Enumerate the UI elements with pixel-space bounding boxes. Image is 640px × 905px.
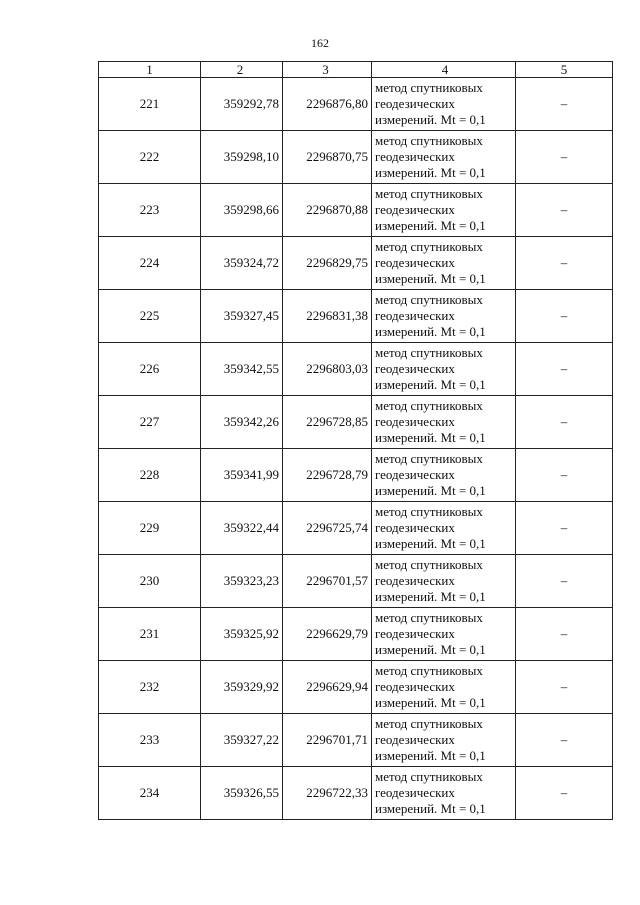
method-text: метод спутниковых геодезических измерений. Mt = 0,1 <box>375 133 486 180</box>
y-coordinate-cell: 2296629,94 <box>283 661 372 714</box>
x-coordinate-cell: 359298,66 <box>201 184 283 237</box>
note-cell: – <box>516 78 613 131</box>
point-number-cell: 223 <box>99 184 201 237</box>
note-cell: – <box>516 449 613 502</box>
method-cell <box>372 237 516 290</box>
method-cell <box>372 78 516 131</box>
y-coordinate-cell: 2296829,75 <box>283 237 372 290</box>
method-text: метод спутниковых геодезических измерений. Mt = 0,1 <box>375 557 486 604</box>
note-cell: – <box>516 184 613 237</box>
note-cell: – <box>516 131 613 184</box>
y-coordinate-cell: 2296870,75 <box>283 131 372 184</box>
point-number-cell: 234 <box>99 767 201 820</box>
note-cell: – <box>516 555 613 608</box>
note-cell: – <box>516 396 613 449</box>
method-cell <box>372 555 516 608</box>
note-cell: – <box>516 290 613 343</box>
method-cell <box>372 661 516 714</box>
header-cell-1: 1 <box>99 62 201 78</box>
method-text: метод спутниковых геодезических измерений. Mt = 0,1 <box>375 345 486 392</box>
x-coordinate-cell: 359327,45 <box>201 290 283 343</box>
method-cell <box>372 502 516 555</box>
method-text: метод спутниковых геодезических измерений. Mt = 0,1 <box>375 610 486 657</box>
table-row <box>99 449 613 502</box>
method-cell <box>372 449 516 502</box>
point-number-cell: 224 <box>99 237 201 290</box>
y-coordinate-cell: 2296701,71 <box>283 714 372 767</box>
header-cell-3: 3 <box>283 62 372 78</box>
note-cell: – <box>516 661 613 714</box>
table-row <box>99 714 613 767</box>
x-coordinate-cell: 359326,55 <box>201 767 283 820</box>
method-cell <box>372 184 516 237</box>
method-text: метод спутниковых геодезических измерений. Mt = 0,1 <box>375 292 486 339</box>
table-body <box>99 62 613 820</box>
method-cell <box>372 131 516 184</box>
method-cell <box>372 767 516 820</box>
x-coordinate-cell: 359325,92 <box>201 608 283 661</box>
method-text: метод спутниковых геодезических измерений. Mt = 0,1 <box>375 663 486 710</box>
page-number: 162 <box>311 36 329 50</box>
y-coordinate-cell: 2296803,03 <box>283 343 372 396</box>
table-row <box>99 78 613 131</box>
x-coordinate-cell: 359322,44 <box>201 502 283 555</box>
y-coordinate-cell: 2296728,79 <box>283 449 372 502</box>
method-text: метод спутниковых геодезических измерений. Mt = 0,1 <box>375 398 486 445</box>
table-row <box>99 396 613 449</box>
table-row <box>99 502 613 555</box>
x-coordinate-cell: 359292,78 <box>201 78 283 131</box>
y-coordinate-cell: 2296629,79 <box>283 608 372 661</box>
note-cell: – <box>516 767 613 820</box>
method-text: метод спутниковых геодезических измерений. Mt = 0,1 <box>375 80 486 127</box>
point-number-cell: 226 <box>99 343 201 396</box>
header-cell-2: 2 <box>201 62 283 78</box>
method-cell <box>372 608 516 661</box>
table-row <box>99 131 613 184</box>
method-text: метод спутниковых геодезических измерений. Mt = 0,1 <box>375 239 486 286</box>
point-number-cell: 228 <box>99 449 201 502</box>
table-row <box>99 343 613 396</box>
y-coordinate-cell: 2296722,33 <box>283 767 372 820</box>
y-coordinate-cell: 2296728,85 <box>283 396 372 449</box>
header-cell-4: 4 <box>372 62 516 78</box>
x-coordinate-cell: 359329,92 <box>201 661 283 714</box>
table-row <box>99 608 613 661</box>
table-row <box>99 661 613 714</box>
x-coordinate-cell: 359341,99 <box>201 449 283 502</box>
x-coordinate-cell: 359327,22 <box>201 714 283 767</box>
method-cell <box>372 396 516 449</box>
x-coordinate-cell: 359298,10 <box>201 131 283 184</box>
point-number-cell: 229 <box>99 502 201 555</box>
point-number-cell: 221 <box>99 78 201 131</box>
table-header-row <box>99 62 613 78</box>
y-coordinate-cell: 2296870,88 <box>283 184 372 237</box>
method-text: метод спутниковых геодезических измерений. Mt = 0,1 <box>375 186 486 233</box>
method-text: метод спутниковых геодезических измерений. Mt = 0,1 <box>375 504 486 551</box>
point-number-cell: 227 <box>99 396 201 449</box>
note-cell: – <box>516 237 613 290</box>
point-number-cell: 231 <box>99 608 201 661</box>
point-number-cell: 232 <box>99 661 201 714</box>
x-coordinate-cell: 359342,55 <box>201 343 283 396</box>
table-row <box>99 555 613 608</box>
x-coordinate-cell: 359323,23 <box>201 555 283 608</box>
point-number-cell: 233 <box>99 714 201 767</box>
table-row <box>99 237 613 290</box>
point-number-cell: 230 <box>99 555 201 608</box>
point-number-cell: 222 <box>99 131 201 184</box>
note-cell: – <box>516 608 613 661</box>
y-coordinate-cell: 2296701,57 <box>283 555 372 608</box>
y-coordinate-cell: 2296831,38 <box>283 290 372 343</box>
x-coordinate-cell: 359324,72 <box>201 237 283 290</box>
note-cell: – <box>516 502 613 555</box>
point-number-cell: 225 <box>99 290 201 343</box>
method-text: метод спутниковых геодезических измерений. Mt = 0,1 <box>375 769 486 816</box>
method-cell <box>372 290 516 343</box>
coordinates-table <box>98 61 613 820</box>
note-cell: – <box>516 343 613 396</box>
method-text: метод спутниковых геодезических измерений. Mt = 0,1 <box>375 716 486 763</box>
y-coordinate-cell: 2296876,80 <box>283 78 372 131</box>
header-cell-5: 5 <box>516 62 613 78</box>
table-row <box>99 767 613 820</box>
table-row <box>99 290 613 343</box>
method-text: метод спутниковых геодезических измерений. Mt = 0,1 <box>375 451 486 498</box>
method-cell <box>372 343 516 396</box>
method-cell <box>372 714 516 767</box>
note-cell: – <box>516 714 613 767</box>
x-coordinate-cell: 359342,26 <box>201 396 283 449</box>
y-coordinate-cell: 2296725,74 <box>283 502 372 555</box>
table-row <box>99 184 613 237</box>
